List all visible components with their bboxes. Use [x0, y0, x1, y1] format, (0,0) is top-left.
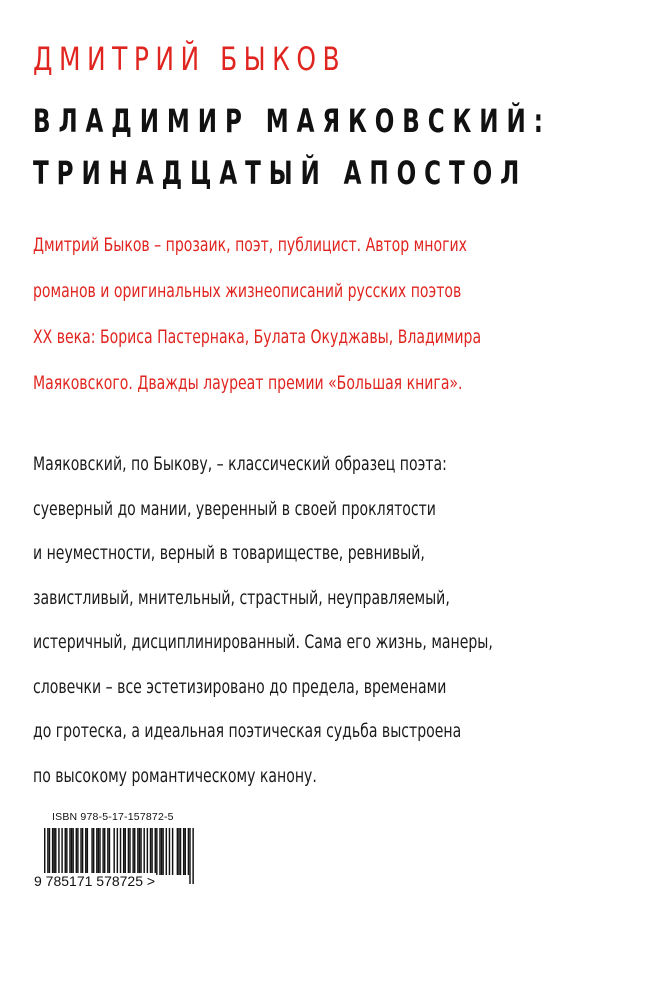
description-line: истеричный, дисциплинированный. Сама его жизнь, манеры,: [33, 631, 493, 653]
book-title-line-2: ТРИНАДЦАТЫЙ АПОСТОЛ: [33, 154, 528, 192]
barcode-bar: [53, 828, 54, 875]
barcode-bar: [107, 828, 108, 875]
barcode-bar: [102, 828, 103, 875]
barcode-bar: [134, 828, 135, 875]
barcode-bar: [72, 828, 73, 875]
barcode-bar: [65, 828, 66, 875]
barcode-bar: [156, 828, 157, 875]
barcode-bar: [58, 828, 59, 875]
barcode-bar: [80, 828, 81, 875]
barcode-bar: [172, 828, 173, 875]
barcode-bar: [87, 828, 88, 875]
barcode-bar: [61, 828, 62, 875]
barcode-bar: [169, 828, 170, 875]
barcode-bar: [177, 828, 178, 875]
barcode-bar: [159, 828, 160, 875]
barcode-bar: [192, 828, 193, 884]
barcode-bar: [185, 828, 186, 875]
barcode-bar: [151, 828, 152, 875]
barcode-bar: [143, 828, 144, 875]
barcode-bar: [77, 828, 78, 875]
author-name: ДМИТРИЙ БЫКОВ: [33, 40, 347, 78]
barcode-bar: [66, 828, 67, 875]
author-bio: [33, 222, 633, 406]
barcode-bar: [150, 828, 151, 875]
description-line: по высокому романтическому канону.: [33, 764, 317, 787]
barcode-bar: [120, 828, 121, 875]
barcode-bar: [125, 828, 126, 875]
barcode-bar: [183, 828, 184, 875]
barcode-bar: [132, 828, 133, 875]
barcode-bar: [85, 828, 86, 875]
description-line: суеверный до мании, уверенный в своей проклятости: [33, 497, 436, 520]
barcode-bar: [99, 828, 100, 875]
barcode-bar: [91, 828, 92, 875]
description-line: и неуместности, верный в товариществе, ревнивый,: [33, 542, 425, 564]
description-line: Маяковский, по Быкову, – классический образец поэта:: [33, 453, 447, 475]
description-line: до гротеска, а идеальная поэтическая судьба выстроена: [33, 720, 462, 742]
barcode-bar: [113, 828, 114, 875]
barcode-bar: [52, 828, 53, 875]
barcode-bar: [162, 828, 163, 875]
book-title: [33, 95, 551, 199]
barcode-bar: [98, 828, 99, 875]
barcode-bar: [123, 828, 124, 875]
book-title-line-1: ВЛАДИМИР МАЯКОВСКИЙ:: [33, 102, 551, 140]
barcode-bar: [137, 828, 138, 875]
barcode-bar: [71, 828, 72, 875]
barcode-bar: [55, 828, 56, 875]
barcode-bar: [180, 828, 181, 875]
barcode-bar: [129, 828, 130, 875]
bio-line: Маяковского. Дважды лауреат премии «Большая книга».: [33, 372, 463, 394]
barcode-bar: [96, 828, 97, 875]
barcode-bar: [104, 828, 105, 875]
description-line: словечки – все эстетизировано до предела, временами: [33, 675, 447, 698]
barcode-bar: [140, 828, 141, 875]
isbn-label: ISBN 978-5-17-157872-5: [52, 811, 174, 823]
barcode-bar: [166, 828, 167, 875]
barcode-bar: [147, 828, 148, 875]
barcode-bar: [93, 828, 94, 875]
book-description: [33, 442, 633, 798]
barcode-bar: [117, 828, 118, 875]
description-line: завистливый, мнительный, страстный, неуправляемый,: [33, 586, 450, 609]
barcode-bar: [109, 828, 110, 875]
barcode-bar: [128, 828, 129, 875]
barcode-bar: [155, 828, 156, 875]
barcode-bar: [82, 828, 83, 875]
bio-line: XX века: Бориса Пастернака, Булата Окуджавы, Владимира: [33, 326, 482, 348]
barcode-bar: [76, 828, 77, 875]
barcode-bar: [189, 828, 190, 884]
barcode-bar: [161, 828, 162, 875]
barcode-bar: [188, 828, 189, 875]
bio-line: Дмитрий Быков – прозаик, поэт, публицист. Автор многих: [33, 234, 467, 256]
barcode-bar: [178, 828, 179, 875]
barcode-digits: 9 785171 578725 >: [34, 873, 156, 889]
bio-line: романов и оригинальных жизнеописаний русских поэтов: [33, 280, 462, 302]
barcode-bar: [49, 828, 50, 875]
barcode-bar: [69, 828, 70, 875]
barcode-bar: [139, 828, 140, 875]
